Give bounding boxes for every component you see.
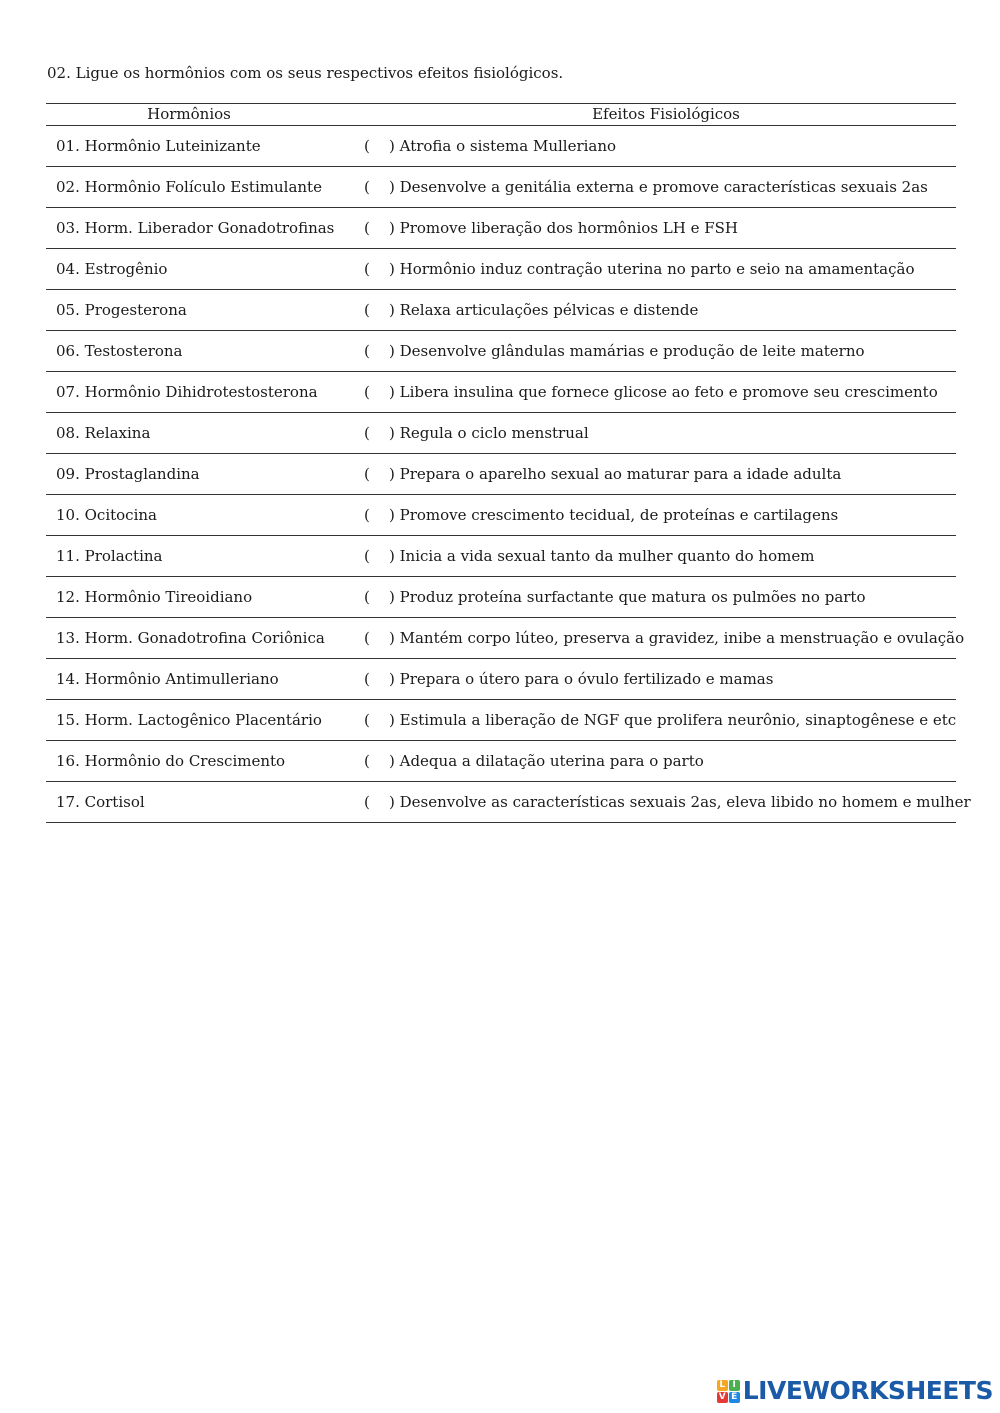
effect-label: ) Produz proteína surfactante que matura os pulmões no parto <box>389 588 866 606</box>
hormone-label: 03. Horm. Liberador Gonadotrofinas <box>56 219 335 237</box>
answer-paren-open: ( <box>364 383 370 401</box>
answer-input[interactable] <box>374 259 388 279</box>
answer-input[interactable] <box>374 218 388 238</box>
logo-icon-letter: L <box>717 1380 728 1391</box>
answer-input[interactable] <box>374 423 388 443</box>
effect-label: ) Prepara o útero para o óvulo fertilizado e mamas <box>389 670 774 688</box>
hormone-label: 15. Horm. Lactogênico Placentário <box>56 711 322 729</box>
table-row <box>46 741 956 782</box>
hormone-label: 17. Cortisol <box>56 793 145 811</box>
hormone-label: 14. Hormônio Antimulleriano <box>56 670 279 688</box>
logo-icon-letter: I <box>729 1380 740 1391</box>
effect-label: ) Promove liberação dos hormônios LH e FSH <box>389 219 739 237</box>
answer-input[interactable] <box>374 464 388 484</box>
effect-label: ) Hormônio induz contração uterina no parto e seio na amamentação <box>389 260 915 278</box>
table-row <box>46 577 956 618</box>
liveworksheets-logo-icon <box>717 1380 740 1403</box>
answer-paren-open: ( <box>364 793 370 811</box>
effect-label: ) Relaxa articulações pélvicas e distende <box>389 301 699 319</box>
table-row <box>46 700 956 741</box>
hormone-label: 06. Testosterona <box>56 342 183 360</box>
table-row <box>46 126 956 167</box>
hormone-label: 13. Horm. Gonadotrofina Coriônica <box>56 629 325 647</box>
table-row <box>46 659 956 700</box>
table-row <box>46 331 956 372</box>
effect-label: ) Atrofia o sistema Mulleriano <box>389 137 617 155</box>
effect-label: ) Desenvolve glândulas mamárias e produção de leite materno <box>389 342 865 360</box>
answer-input[interactable] <box>374 546 388 566</box>
answer-input[interactable] <box>374 300 388 320</box>
column-header-efeitos: Efeitos Fisiológicos <box>592 105 740 123</box>
hormone-label: 07. Hormônio Dihidrotestosterona <box>56 383 318 401</box>
answer-input[interactable] <box>374 751 388 771</box>
table-row <box>46 249 956 290</box>
liveworksheets-logo-text: LIVEWORKSHEETS <box>742 1376 993 1405</box>
answer-input[interactable] <box>374 382 388 402</box>
answer-paren-open: ( <box>364 178 370 196</box>
answer-paren-open: ( <box>364 137 370 155</box>
answer-paren-open: ( <box>364 752 370 770</box>
effect-label: ) Adequa a dilatação uterina para o parto <box>389 752 704 770</box>
answer-paren-open: ( <box>364 342 370 360</box>
answer-input[interactable] <box>374 341 388 361</box>
answer-input[interactable] <box>374 587 388 607</box>
liveworksheets-logo <box>717 1375 993 1407</box>
answer-paren-open: ( <box>364 301 370 319</box>
table-body <box>46 126 971 823</box>
effect-label: ) Estimula a liberação de NGF que prolifera neurônio, sinaptogênese e etc <box>389 711 957 729</box>
answer-paren-open: ( <box>364 629 370 647</box>
answer-paren-open: ( <box>364 465 370 483</box>
hormone-label: 05. Progesterona <box>56 301 187 319</box>
answer-paren-open: ( <box>364 219 370 237</box>
answer-paren-open: ( <box>364 424 370 442</box>
matching-table <box>46 103 971 823</box>
answer-input[interactable] <box>374 792 388 812</box>
answer-input[interactable] <box>374 710 388 730</box>
table-row <box>46 618 965 659</box>
answer-input[interactable] <box>374 505 388 525</box>
effect-label: ) Desenvolve as características sexuais 2as, eleva libido no homem e mulher <box>389 793 971 811</box>
effect-label: ) Promove crescimento tecidual, de proteínas e cartilagens <box>389 506 839 524</box>
answer-input[interactable] <box>374 628 388 648</box>
table-row <box>46 290 956 331</box>
hormone-label: 11. Prolactina <box>56 547 163 565</box>
effect-label: ) Mantém corpo lúteo, preserva a gravidez, inibe a menstruação e ovulação <box>389 629 965 647</box>
table-row <box>46 167 956 208</box>
table-row <box>46 413 956 454</box>
hormone-label: 10. Ocitocina <box>56 506 157 524</box>
answer-paren-open: ( <box>364 260 370 278</box>
hormone-label: 09. Prostaglandina <box>56 465 200 483</box>
answer-paren-open: ( <box>364 670 370 688</box>
answer-paren-open: ( <box>364 547 370 565</box>
table-row <box>46 372 956 413</box>
table-row <box>46 495 956 536</box>
hormone-label: 04. Estrogênio <box>56 260 168 278</box>
answer-input[interactable] <box>374 669 388 689</box>
answer-input[interactable] <box>374 136 388 156</box>
hormone-label: 16. Hormônio do Crescimento <box>56 752 286 770</box>
effect-label: ) Desenvolve a genitália externa e promove características sexuais 2as <box>389 178 928 196</box>
effect-label: ) Libera insulina que fornece glicose ao feto e promove seu crescimento <box>389 383 938 401</box>
effect-label: ) Inicia a vida sexual tanto da mulher quanto do homem <box>389 547 815 565</box>
hormone-label: 02. Hormônio Folículo Estimulante <box>56 178 322 196</box>
answer-paren-open: ( <box>364 711 370 729</box>
effect-label: ) Prepara o aparelho sexual ao maturar para a idade adulta <box>389 465 842 483</box>
answer-paren-open: ( <box>364 506 370 524</box>
table-row <box>46 208 956 249</box>
table-row <box>46 536 956 577</box>
hormone-label: 01. Hormônio Luteinizante <box>56 137 261 155</box>
question-prompt: 02. Ligue os hormônios com os seus respectivos efeitos fisiológicos. <box>47 64 564 82</box>
logo-icon-letter: V <box>717 1392 728 1403</box>
column-header-hormonios: Hormônios <box>147 105 231 123</box>
effect-label: ) Regula o ciclo menstrual <box>389 424 589 442</box>
table-row <box>46 454 956 495</box>
table-header <box>46 104 956 126</box>
logo-icon-letter: E <box>729 1392 740 1403</box>
table-row <box>46 782 971 823</box>
answer-paren-open: ( <box>364 588 370 606</box>
answer-input[interactable] <box>374 177 388 197</box>
hormone-label: 12. Hormônio Tireoidiano <box>56 588 253 606</box>
hormone-label: 08. Relaxina <box>56 424 151 442</box>
